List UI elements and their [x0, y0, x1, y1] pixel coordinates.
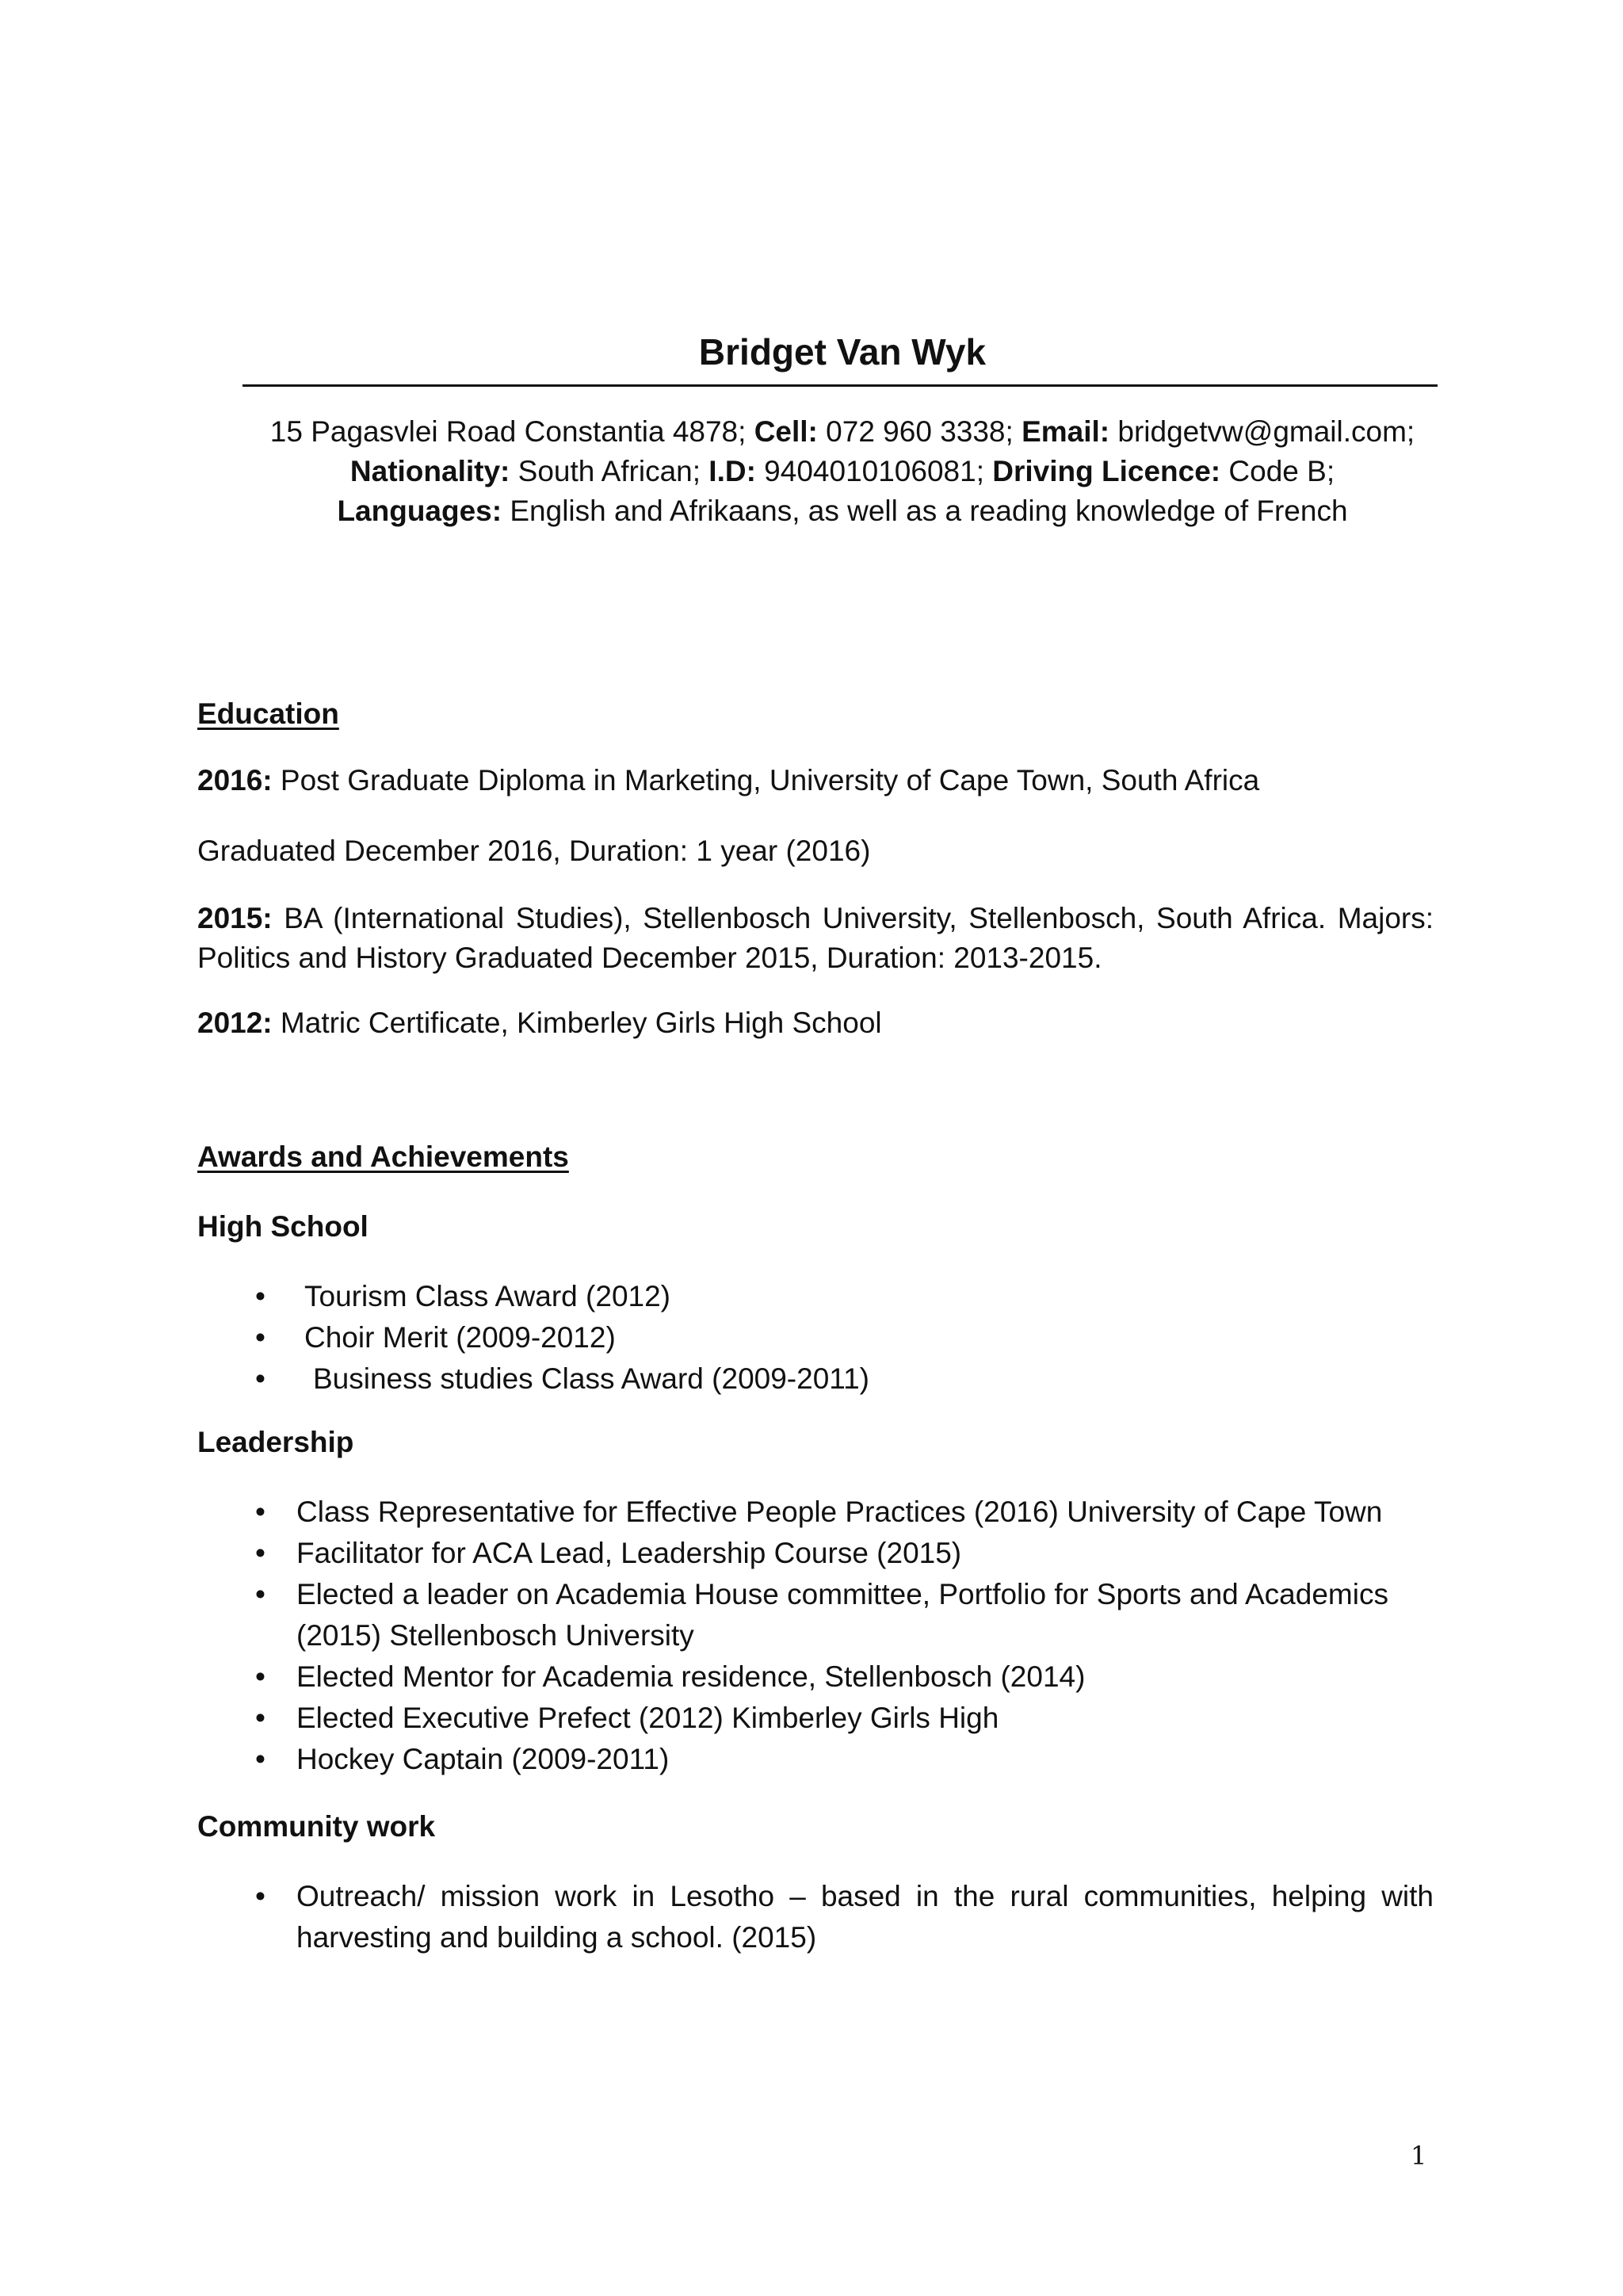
education-year: 2012: — [197, 1007, 273, 1039]
bullet-icon: • — [255, 1362, 265, 1395]
awards-heading: Awards and Achievements — [197, 1140, 569, 1173]
list-item: • Hockey Captain (2009-2011) — [197, 1739, 1434, 1780]
list-item: • Choir Merit (2009-2012) — [197, 1317, 1434, 1358]
education-heading: Education — [197, 697, 339, 730]
page-number: 1 — [1411, 2141, 1427, 2171]
community-work-list — [197, 1876, 1434, 1958]
bullet-icon: • — [255, 1496, 265, 1528]
id-value: 9404010106081; — [755, 455, 993, 487]
bullet-icon: • — [255, 1743, 265, 1775]
list-item: • Tourism Class Award (2012) — [197, 1276, 1434, 1317]
licence-label: Driving Licence: — [992, 455, 1221, 487]
bullet-icon: • — [255, 1537, 265, 1569]
education-entry — [197, 899, 1434, 978]
nationality-value: South African; — [510, 455, 709, 487]
bullet-icon: • — [255, 1280, 265, 1312]
candidate-name: Bridget Van Wyk — [698, 331, 987, 372]
list-item: • Facilitator for ACA Lead, Leadership Course (2015) — [197, 1533, 1434, 1574]
bullet-icon: • — [255, 1578, 265, 1610]
education-year: 2016: — [197, 764, 273, 797]
list-item: • Outreach/ mission work in Lesotho – based in the rural communities, helping with harvesting and building a school. (2015) — [197, 1876, 1434, 1958]
contact-line-3 — [0, 491, 1623, 531]
bullet-icon: • — [255, 1321, 265, 1354]
cell-value: 072 960 3338; — [817, 415, 1022, 448]
leadership-heading: Leadership — [197, 1426, 354, 1458]
education-text: Post Graduate Diploma in Marketing, University of Cape Town, South Africa — [272, 764, 1260, 797]
languages-label: Languages: — [337, 495, 502, 527]
education-text: BA (International Studies), Stellenbosch University, Stellenbosch, South Africa. Majors: Politics and History Graduated December 2015, Duration: 2013-2015. — [197, 902, 1434, 974]
languages-value: English and Afrikaans, as well as a reading knowledge of French — [502, 495, 1348, 527]
header-divider — [242, 384, 1438, 387]
bullet-icon: • — [255, 1702, 265, 1734]
bullet-icon: • — [255, 1880, 265, 1912]
email-label: Email: — [1022, 415, 1110, 448]
email-value: bridgetvw@gmail.com; — [1109, 415, 1415, 448]
contact-details — [0, 412, 1623, 531]
list-item: • Class Representative for Effective People Practices (2016) University of Cape Town — [197, 1492, 1434, 1533]
licence-value: Code B; — [1220, 455, 1335, 487]
bullet-icon: • — [255, 1660, 265, 1693]
high-school-heading: High School — [197, 1210, 369, 1243]
education-entry — [197, 1003, 1434, 1043]
education-year: 2015: — [197, 902, 273, 934]
high-school-list — [197, 1276, 1434, 1400]
community-work-heading: Community work — [197, 1810, 436, 1843]
education-entry — [197, 761, 1434, 800]
contact-line-2 — [0, 452, 1623, 491]
list-item: • Business studies Class Award (2009-2011) — [197, 1358, 1434, 1400]
leadership-list — [197, 1492, 1434, 1780]
education-text: Matric Certificate, Kimberley Girls High School — [272, 1007, 882, 1039]
address: 15 Pagasvlei Road Constantia 4878; — [269, 415, 754, 448]
list-item: • Elected a leader on Academia House committee, Portfolio for Sports and Academics (2015) Stellenbosch University — [197, 1574, 1434, 1656]
nationality-label: Nationality: — [349, 455, 510, 487]
list-item: • Elected Mentor for Academia residence, Stellenbosch (2014) — [197, 1656, 1434, 1698]
list-item: • Elected Executive Prefect (2012) Kimberley Girls High — [197, 1698, 1434, 1739]
education-entry — [197, 831, 1434, 871]
id-label: I.D: — [708, 455, 756, 487]
cell-label: Cell: — [754, 415, 818, 448]
education-text: Graduated December 2016, Duration: 1 year (2016) — [197, 835, 871, 867]
contact-line-1 — [0, 412, 1623, 452]
